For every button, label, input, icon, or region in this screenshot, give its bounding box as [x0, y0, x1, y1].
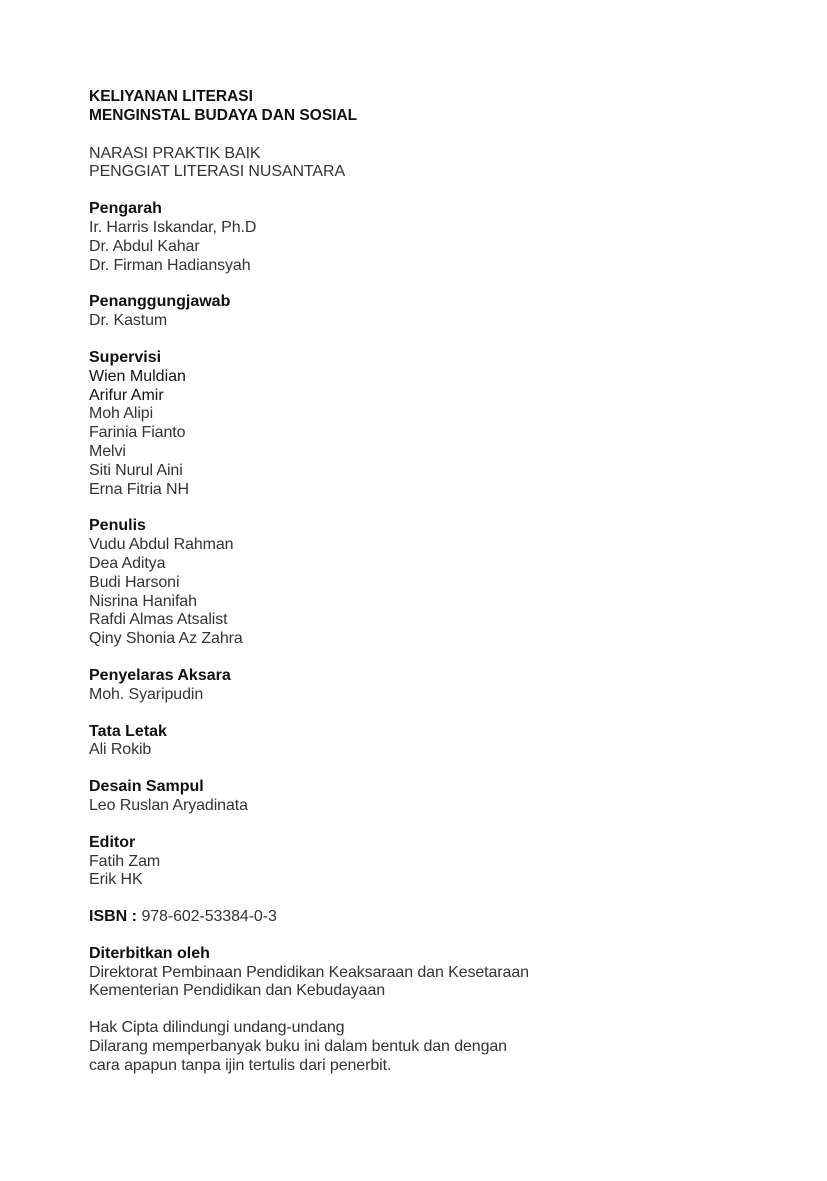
supervisi-heading: Supervisi	[89, 348, 162, 366]
desain-sampul-section	[89, 778, 769, 816]
penyelaras-name: Moh. Syaripudin	[89, 685, 204, 703]
desain-sampul-name: Leo Ruslan Aryadinata	[89, 796, 248, 814]
isbn-value: 978-602-53384-0-3	[141, 908, 277, 926]
book-title	[89, 88, 769, 126]
pengarah-section	[89, 200, 769, 275]
supervisi-name: Farinia Fianto	[89, 424, 186, 442]
book-subtitle	[89, 145, 769, 183]
copyright-line: cara apapun tanpa ijin tertulis dari penerbit.	[89, 1056, 392, 1074]
isbn-label: ISBN :	[89, 908, 137, 926]
book-subtitle-line-1: NARASI PRAKTIK BAIK	[89, 144, 261, 162]
penerbit-section	[89, 945, 769, 1001]
penerbit-line: Kementerian Pendidikan dan Kebudayaan	[89, 982, 386, 1000]
editor-name: Fatih Zam	[89, 852, 161, 870]
pengarah-name: Dr. Abdul Kahar	[89, 237, 200, 255]
isbn-section	[89, 908, 769, 927]
colophon-content	[89, 88, 769, 1094]
editor-name: Erik HK	[89, 871, 143, 889]
book-subtitle-line-2: PENGGIAT LITERASI NUSANTARA	[89, 163, 346, 181]
penyelaras-section	[89, 667, 769, 705]
copyright-section	[89, 1019, 769, 1075]
penulis-name: Rafdi Almas Atsalist	[89, 611, 228, 629]
supervisi-name: Melvi	[89, 442, 126, 460]
copyright-line: Dilarang memperbanyak buku ini dalam bentuk dan dengan	[89, 1038, 507, 1056]
editor-heading: Editor	[89, 833, 136, 851]
penanggungjawab-section	[89, 293, 769, 331]
book-title-line-1: KELIYANAN LITERASI	[89, 88, 253, 105]
copyright-line: Hak Cipta dilindungi undang-undang	[89, 1019, 345, 1037]
tata-letak-name: Ali Rokib	[89, 741, 152, 759]
penulis-heading: Penulis	[89, 517, 146, 535]
supervisi-name: Siti Nurul Aini	[89, 461, 183, 479]
penulis-name: Qiny Shonia Az Zahra	[89, 630, 243, 648]
supervisi-name: Arifur Amir	[89, 386, 164, 404]
penerbit-heading: Diterbitkan oleh	[89, 944, 210, 962]
pengarah-name: Ir. Harris Iskandar, Ph.D	[89, 218, 257, 236]
penulis-name: Nisrina Hanifah	[89, 592, 197, 610]
editor-section	[89, 834, 769, 890]
isbn-line	[89, 908, 769, 927]
pengarah-name: Dr. Firman Hadiansyah	[89, 256, 251, 274]
penulis-name: Budi Harsoni	[89, 573, 180, 591]
penulis-section	[89, 517, 769, 649]
supervisi-name: Moh Alipi	[89, 405, 154, 423]
penulis-name: Dea Aditya	[89, 554, 166, 572]
supervisi-section	[89, 349, 769, 499]
penulis-name: Vudu Abdul Rahman	[89, 536, 234, 554]
desain-sampul-heading: Desain Sampul	[89, 778, 204, 796]
penerbit-line: Direktorat Pembinaan Pendidikan Keaksaraan dan Kesetaraan	[89, 963, 529, 981]
penanggungjawab-heading: Penanggungjawab	[89, 293, 231, 311]
supervisi-name: Erna Fitria NH	[89, 480, 189, 498]
pengarah-heading: Pengarah	[89, 200, 162, 218]
tata-letak-section	[89, 723, 769, 761]
supervisi-name: Wien Muldian	[89, 367, 186, 385]
penanggungjawab-name: Dr. Kastum	[89, 312, 168, 330]
tata-letak-heading: Tata Letak	[89, 722, 167, 740]
penyelaras-heading: Penyelaras Aksara	[89, 666, 231, 684]
book-title-line-2: MENGINSTAL BUDAYA DAN SOSIAL	[89, 106, 358, 124]
